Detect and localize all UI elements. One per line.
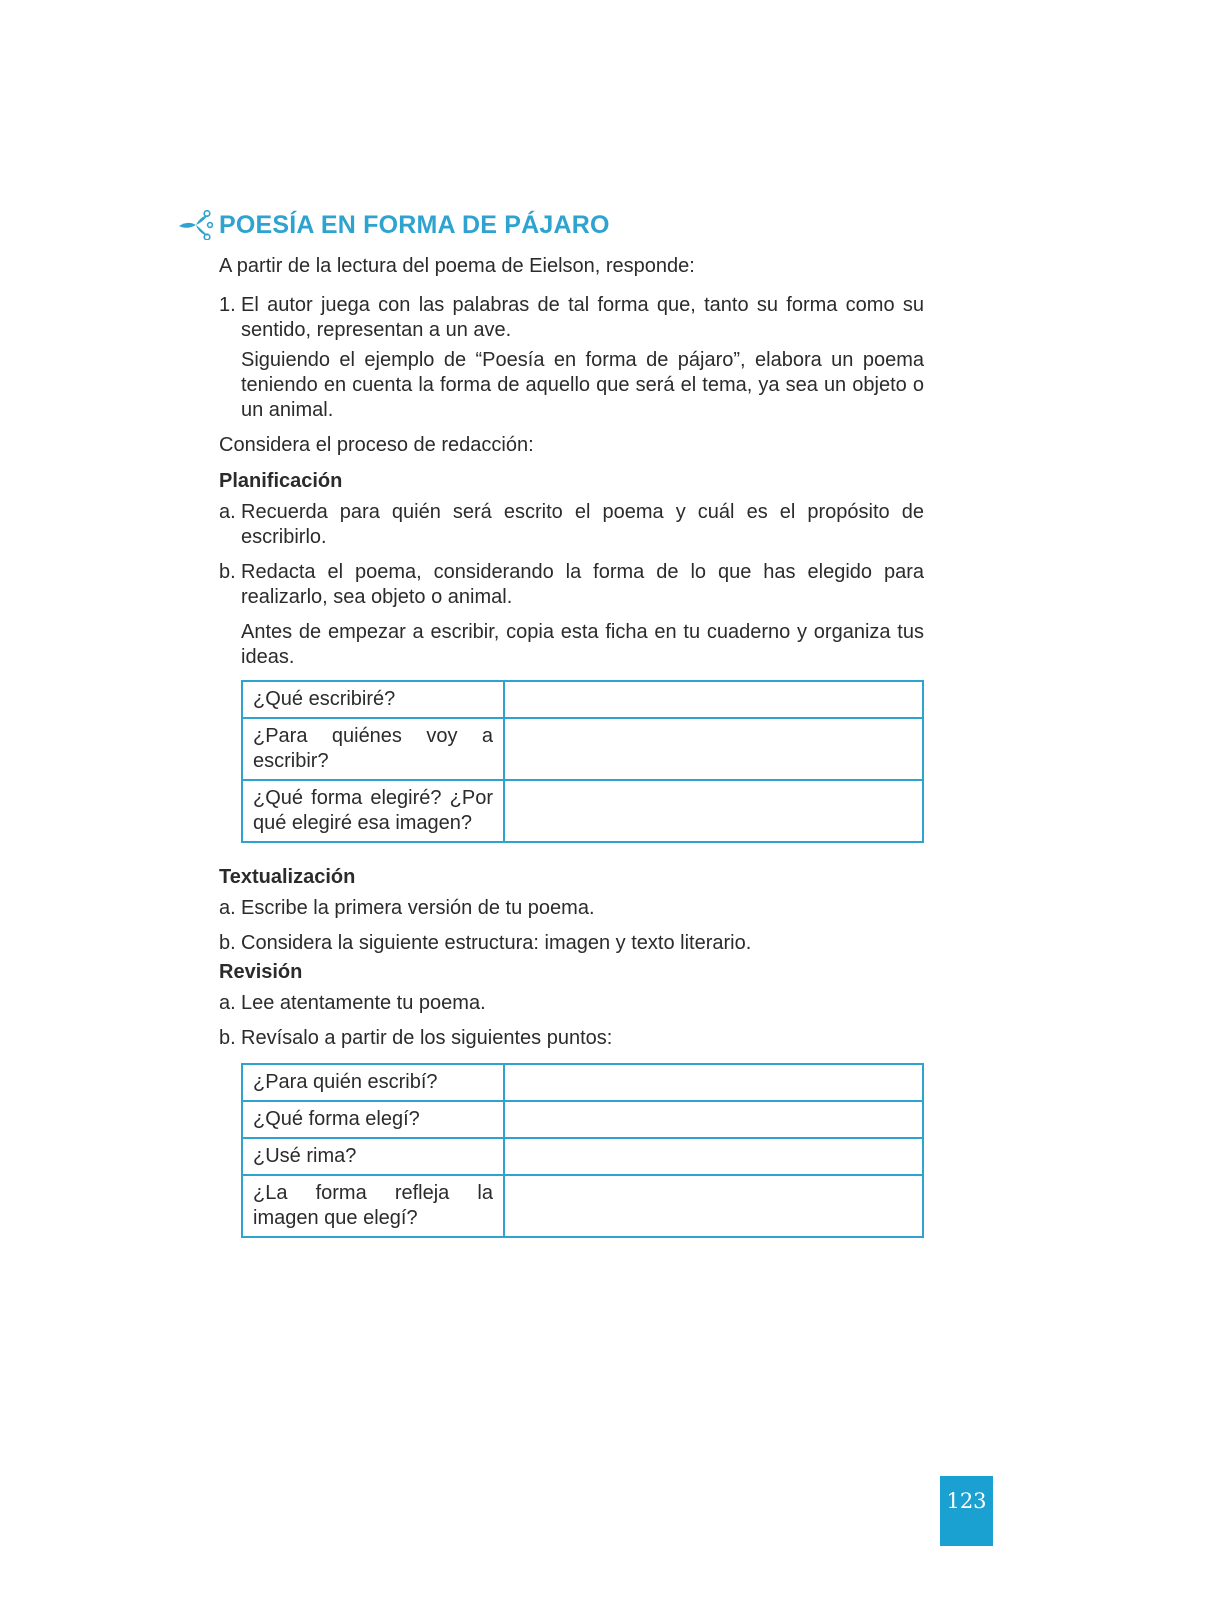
list-item: [219, 931, 924, 956]
item-marker: a.: [219, 897, 236, 919]
process-intro: Considera el proceso de redacción:: [219, 434, 534, 456]
item-text: Redacta el poema, considerando la forma de lo que has elegido para realizarlo, sea objeto o animal.: [241, 561, 924, 608]
heading-textualizacion: Textualización: [219, 866, 356, 888]
table-answer-cell: [504, 718, 923, 780]
section-header: [219, 205, 924, 245]
item-text: El autor juega con las palabras de tal forma que, tanto su forma como su sentido, representan a un ave.: [241, 294, 924, 341]
page-content: [219, 205, 924, 1238]
page-number: 123: [940, 1476, 993, 1546]
table-question: ¿Usé rima?: [242, 1138, 504, 1175]
note-text: Antes de empezar a escribir, copia esta ficha en tu cuaderno y organiza tus ideas.: [241, 621, 924, 668]
table-question: ¿Para quién escribí?: [242, 1064, 504, 1101]
item-text: Recuerda para quién será escrito el poema y cuál es el propósito de escribirlo.: [241, 501, 924, 548]
table-row: [242, 1175, 923, 1237]
table-answer-cell: [504, 1175, 923, 1237]
table-question: ¿Qué forma elegí?: [242, 1101, 504, 1138]
table-answer-cell: [504, 681, 923, 718]
instruction-text: Siguiendo el ejemplo de “Poesía en forma de pájaro”, elabora un poema teniendo en cuenta la forma de aquello que será el tema, ya sea un objeto o un animal.: [241, 349, 924, 421]
table-question: ¿Qué forma elegiré? ¿Por qué elegiré esa imagen?: [242, 780, 504, 842]
planning-table: [241, 680, 924, 843]
table-answer-cell: [504, 1101, 923, 1138]
item-marker: b.: [219, 932, 236, 954]
item-marker: b.: [219, 561, 236, 583]
item-text: Lee atentamente tu poema.: [241, 992, 486, 1014]
fleur-ornament-icon: [177, 210, 213, 240]
list-item: [219, 991, 924, 1016]
item-marker: a.: [219, 501, 236, 523]
table-question: ¿Para quiénes voy a escribir?: [242, 718, 504, 780]
list-item: [219, 1026, 924, 1051]
table-row: [242, 718, 923, 780]
intro-text: A partir de la lectura del poema de Eielson, responde:: [219, 255, 695, 277]
question-item-1: [219, 293, 924, 343]
list-item: [219, 896, 924, 921]
heading-revision: Revisión: [219, 961, 303, 983]
table-answer-cell: [504, 1138, 923, 1175]
table-row: [242, 1064, 923, 1101]
table-row: [242, 1138, 923, 1175]
table-row: [242, 780, 923, 842]
table-row: [242, 681, 923, 718]
page-title: POESÍA EN FORMA DE PÁJARO: [219, 211, 610, 239]
item-marker: 1.: [219, 294, 236, 316]
revision-table: [241, 1063, 924, 1238]
list-item: [219, 560, 924, 610]
table-row: [242, 1101, 923, 1138]
item-text: Escribe la primera versión de tu poema.: [241, 897, 595, 919]
list-item: [219, 500, 924, 550]
heading-planificacion: Planificación: [219, 470, 343, 492]
table-question: ¿Qué escribiré?: [242, 681, 504, 718]
table-answer-cell: [504, 1064, 923, 1101]
table-answer-cell: [504, 780, 923, 842]
item-text: Considera la siguiente estructura: imagen y texto literario.: [241, 932, 752, 954]
item-marker: a.: [219, 992, 236, 1014]
item-text: Revísalo a partir de los siguientes puntos:: [241, 1027, 613, 1049]
table-question: ¿La forma refleja la imagen que elegí?: [242, 1175, 504, 1237]
item-marker: b.: [219, 1027, 236, 1049]
